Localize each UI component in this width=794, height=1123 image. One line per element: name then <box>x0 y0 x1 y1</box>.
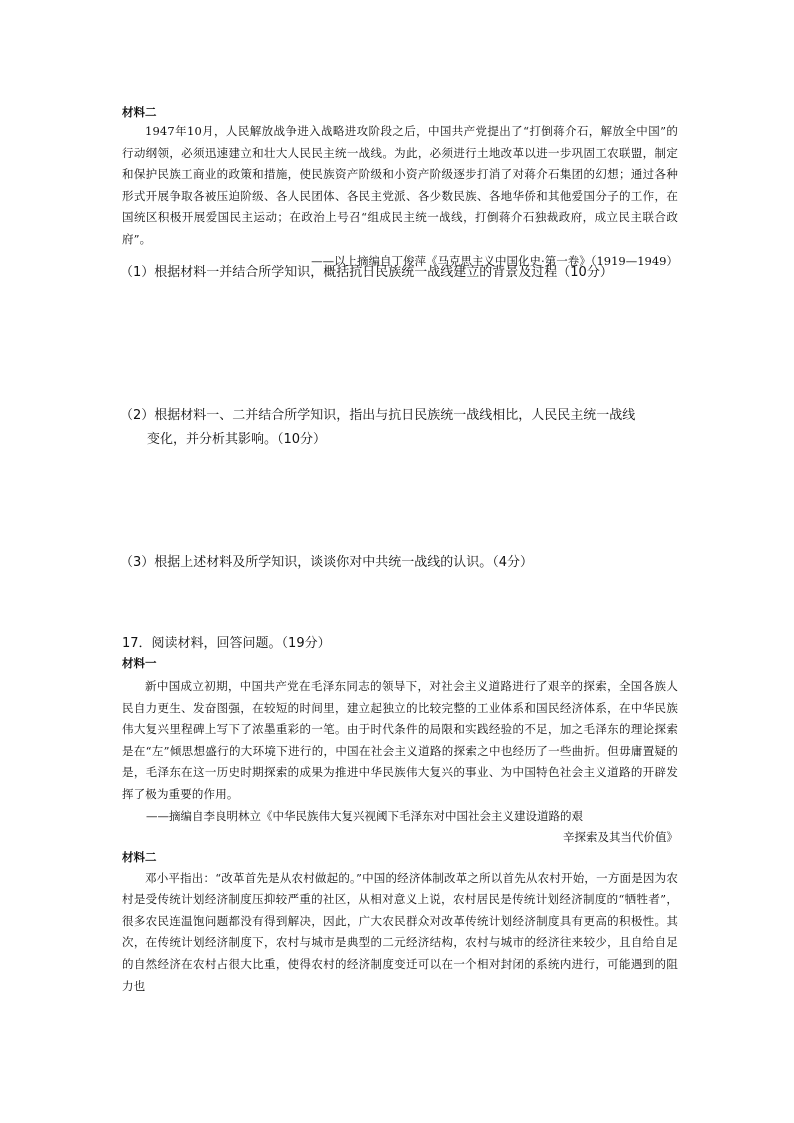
source-citation: ——以上摘编自丁俊萍《马克思主义中国化史·第一卷》（1919—1949） <box>311 253 678 268</box>
question-text <box>120 404 700 452</box>
question-text: （1）根据材料一并结合所学知识，概括抗日民族统一战线建立的背景及过程（10分） <box>120 265 613 280</box>
question-17 <box>122 634 678 997</box>
question-line-2: 变化，并分析其影响。（10分） <box>147 432 327 447</box>
source-citation-line-2: 辛探索及其当代价值》 <box>563 829 678 844</box>
material-two-paragraph: 邓小平指出：“改革首先是从农村做起的。”中国的经济体制改革之所以首先从农村开始，一方面是因为农村是受传统计划经济制度压抑较严重的社区，从相对意义上说，农村居民是传统计划经济制度的“牺牲者”，很多农民连温饱问题都没有得到解决，因此，广大农民群众对改革传统计划经济制度具有更高的积极性。其次，在传统计划经济制度下，农村与城市是典型的二元经济结构，农村与城市的经济往来较少，且自给自足的自然经济在农村占很大比重，使得农村的经济制度变迁可以在一个相对封闭的系统内进行，可能遇到的阻力也 <box>122 870 678 993</box>
question-17-heading: 17．阅读材料，回答问题。（19分） <box>122 636 331 651</box>
material-paragraph: 1947年10月，人民解放战争进入战略进攻阶段之后，中国共产党提出了“打倒蒋介石，解放全中国”的行动纲领，必须迅速建立和壮大人民民主统一战线。为此，必须进行土地改革以进一步巩固工农联盟，制定和保护民族工商业的政策和措施，使民族资产阶级和小资产阶级逐步打消了对蒋介石集团的幻想；通过各种形式开展争取各被压迫阶级、各人民团体、各民主党派、各少数民族、各地华侨和其他爱国分子的工作，在国统区积极开展爱国民主运动；在政治上号召“组成民主统一战线，打倒蒋介石独裁政府，成立民主联合政府”。 <box>122 124 678 246</box>
question-1 <box>120 261 700 285</box>
question-line-1: （2）根据材料一、二并结合所学知识，指出与抗日民族统一战线相比，人民民主统一战线 <box>120 408 636 423</box>
question-text: （3）根据上述材料及所学知识，谈谈你对中共统一战线的认识。（4分） <box>120 555 534 570</box>
question-2 <box>120 404 700 452</box>
material-label: 材料二 <box>122 105 157 119</box>
material-one-label: 材料一 <box>122 656 157 670</box>
material-two-section <box>122 103 678 272</box>
material-two-label: 材料二 <box>122 849 157 864</box>
source-citation-line-1: ——摘编自李良明林立《中华民族伟大复兴视阈下毛泽东对中国社会主义建设道路的艰 <box>146 808 583 823</box>
question-3 <box>120 551 700 575</box>
material-one-paragraph: 新中国成立初期，中国共产党在毛泽东同志的领导下，对社会主义道路进行了艰辛的探索，全国各族人民自力更生、发奋图强，在较短的时间里，建立起独立的比较完整的工业体系和国民经济体系，在中华民族伟大复兴里程碑上写下了浓墨重彩的一笔。由于时代条件的局限和实践经验的不足，加之毛泽东的理论探索是在“左”倾思想盛行的大环境下进行的，中国在社会主义道路的探索之中也经历了一些曲折。但毋庸置疑的是，毛泽东在这一历史时期探索的成果为推进中华民族伟大复兴的事业、为中国特色社会主义道路的开辟发挥了极为重要的作用。 <box>122 679 678 801</box>
